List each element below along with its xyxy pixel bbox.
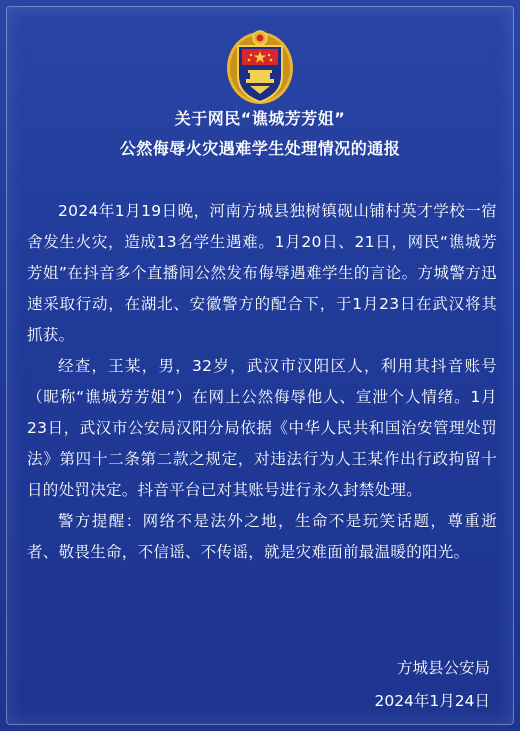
issue-date: 2024年1月24日 (374, 692, 490, 710)
title-line-1: 关于网民“谯城芳芳姐” (174, 109, 346, 128)
police-emblem-icon (224, 24, 296, 108)
notice-body (27, 196, 497, 568)
notice-title (0, 104, 520, 164)
issuer-name: 方城县公安局 (396, 659, 490, 677)
paragraph: 警方提醒：网络不是法外之地，生命不是玩笑话题，尊重逝者、敬畏生命，不信谣、不传谣，就是灾难面前最温暖的阳光。 (27, 512, 497, 561)
title-line-2: 公然侮辱火灾遇难学生处理情况的通报 (119, 139, 401, 158)
signature-block (374, 652, 490, 718)
paragraph: 经查，王某，男，32岁，武汉市汉阳区人，利用其抖音账号（昵称“谯城芳芳姐”）在网上公然侮辱他人、宣泄个人情绪。1月23日，武汉市公安局汉阳分局依据《中华人民共和国治安管理处罚法》第四十二条第二款之规定，对违法行为人王某作出行政拘留十日的处罚决定。抖音平台已对其账号进行永久封禁处理。 (27, 357, 497, 499)
paragraph: 2024年1月19日晚，河南方城县独树镇砚山铺村英才学校一宿舍发生火灾，造成13名学生遇难。1月20日、21日，网民“谯城芳芳姐”在抖音多个直播间公然发布侮辱遇难学生的言论。方城警方迅速采取行动，在湖北、安徽警方的配合下，于1月23日在武汉将其抓获。 (27, 202, 497, 344)
